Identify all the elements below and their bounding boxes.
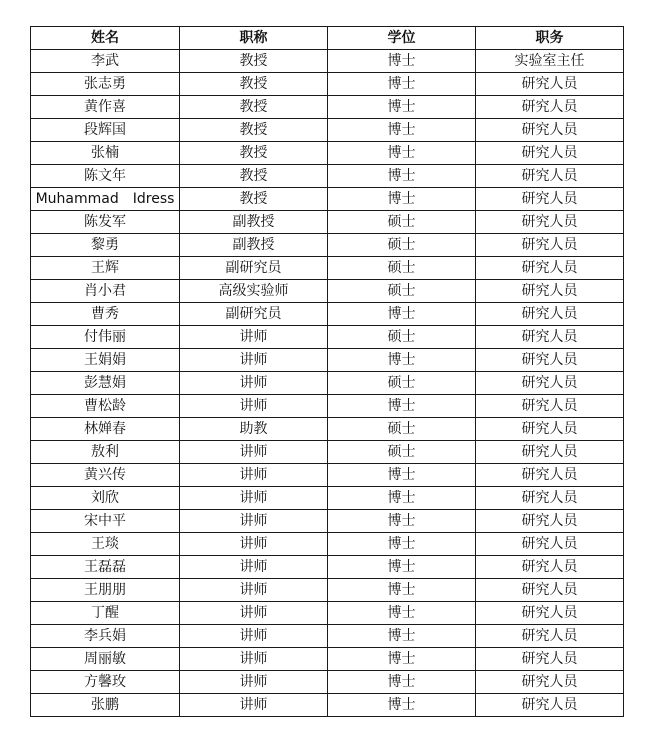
cell-degree: 博士: [328, 303, 476, 326]
cell-degree: 博士: [328, 464, 476, 487]
cell-title: 讲师: [180, 625, 328, 648]
cell-position: 研究人员: [476, 510, 624, 533]
cell-title: 教授: [180, 73, 328, 96]
cell-degree: 硕士: [328, 372, 476, 395]
table-row: [31, 50, 624, 73]
table-row: [31, 464, 624, 487]
cell-degree: 博士: [328, 556, 476, 579]
cell-degree: 硕士: [328, 234, 476, 257]
cell-degree: 博士: [328, 487, 476, 510]
cell-title: 教授: [180, 188, 328, 211]
cell-position: 研究人员: [476, 395, 624, 418]
cell-position: 研究人员: [476, 579, 624, 602]
cell-title: 讲师: [180, 510, 328, 533]
cell-title: 讲师: [180, 602, 328, 625]
cell-position: 研究人员: [476, 372, 624, 395]
table-row: [31, 510, 624, 533]
cell-degree: 博士: [328, 579, 476, 602]
cell-name: 付伟丽: [31, 326, 180, 349]
cell-name: 李兵娟: [31, 625, 180, 648]
table-row: [31, 119, 624, 142]
cell-name: 黄作喜: [31, 96, 180, 119]
cell-name: 宋中平: [31, 510, 180, 533]
table-row: [31, 372, 624, 395]
cell-degree: 博士: [328, 165, 476, 188]
cell-name: 张鹏: [31, 694, 180, 717]
table-row: [31, 280, 624, 303]
cell-name: 肖小君: [31, 280, 180, 303]
cell-position: 研究人员: [476, 326, 624, 349]
cell-position: 研究人员: [476, 625, 624, 648]
cell-position: 研究人员: [476, 648, 624, 671]
cell-degree: 博士: [328, 510, 476, 533]
cell-title: 讲师: [180, 648, 328, 671]
cell-title: 讲师: [180, 464, 328, 487]
cell-title: 讲师: [180, 694, 328, 717]
cell-position: 研究人员: [476, 349, 624, 372]
table-row: [31, 349, 624, 372]
table-row: [31, 142, 624, 165]
cell-degree: 硕士: [328, 211, 476, 234]
cell-name: 林婵春: [31, 418, 180, 441]
cell-name: 陈文年: [31, 165, 180, 188]
header-name: 姓名: [31, 27, 180, 50]
cell-title: 副教授: [180, 234, 328, 257]
cell-title: 讲师: [180, 487, 328, 510]
cell-position: 研究人员: [476, 211, 624, 234]
cell-position: 研究人员: [476, 188, 624, 211]
table-row: [31, 579, 624, 602]
cell-title: 副研究员: [180, 303, 328, 326]
table-row: [31, 395, 624, 418]
table-row: [31, 234, 624, 257]
table-row: [31, 602, 624, 625]
cell-position: 研究人员: [476, 464, 624, 487]
cell-degree: 博士: [328, 395, 476, 418]
cell-degree: 博士: [328, 96, 476, 119]
cell-position: 研究人员: [476, 671, 624, 694]
cell-title: 教授: [180, 142, 328, 165]
cell-name: 王琰: [31, 533, 180, 556]
table-row: [31, 165, 624, 188]
cell-name: 王磊磊: [31, 556, 180, 579]
cell-position: 研究人员: [476, 441, 624, 464]
cell-degree: 博士: [328, 188, 476, 211]
cell-degree: 博士: [328, 533, 476, 556]
cell-position: 研究人员: [476, 303, 624, 326]
cell-position: 研究人员: [476, 257, 624, 280]
cell-name: 李武: [31, 50, 180, 73]
cell-title: 讲师: [180, 372, 328, 395]
cell-title: 教授: [180, 165, 328, 188]
table-header: [31, 27, 624, 50]
cell-title: 讲师: [180, 533, 328, 556]
cell-degree: 博士: [328, 73, 476, 96]
cell-title: 讲师: [180, 349, 328, 372]
cell-position: 研究人员: [476, 556, 624, 579]
cell-position: 研究人员: [476, 418, 624, 441]
cell-degree: 硕士: [328, 441, 476, 464]
cell-name: 方馨玫: [31, 671, 180, 694]
table-row: [31, 671, 624, 694]
cell-degree: 硕士: [328, 418, 476, 441]
cell-name: 王辉: [31, 257, 180, 280]
staff-table: [30, 26, 624, 717]
table-row: [31, 211, 624, 234]
cell-name: Muhammad Idress: [31, 188, 180, 211]
cell-title: 教授: [180, 96, 328, 119]
cell-name: 段辉国: [31, 119, 180, 142]
cell-title: 讲师: [180, 671, 328, 694]
cell-position: 研究人员: [476, 694, 624, 717]
cell-title: 高级实验师: [180, 280, 328, 303]
cell-title: 副教授: [180, 211, 328, 234]
cell-degree: 博士: [328, 50, 476, 73]
cell-degree: 博士: [328, 625, 476, 648]
cell-degree: 博士: [328, 602, 476, 625]
table-row: [31, 694, 624, 717]
cell-position: 研究人员: [476, 165, 624, 188]
cell-title: 助教: [180, 418, 328, 441]
cell-name: 彭慧娟: [31, 372, 180, 395]
cell-position: 研究人员: [476, 73, 624, 96]
cell-position: 研究人员: [476, 142, 624, 165]
cell-name: 王娟娟: [31, 349, 180, 372]
header-title: 职称: [180, 27, 328, 50]
cell-degree: 博士: [328, 349, 476, 372]
table-row: [31, 487, 624, 510]
table-row: [31, 418, 624, 441]
cell-title: 副研究员: [180, 257, 328, 280]
cell-name: 王朋朋: [31, 579, 180, 602]
cell-position: 研究人员: [476, 96, 624, 119]
cell-name: 黄兴传: [31, 464, 180, 487]
cell-title: 讲师: [180, 395, 328, 418]
cell-name: 曹松龄: [31, 395, 180, 418]
cell-position: 研究人员: [476, 119, 624, 142]
cell-degree: 博士: [328, 671, 476, 694]
header-position: 职务: [476, 27, 624, 50]
cell-position: 研究人员: [476, 602, 624, 625]
cell-name: 刘欣: [31, 487, 180, 510]
cell-position: 研究人员: [476, 280, 624, 303]
cell-position: 研究人员: [476, 533, 624, 556]
cell-title: 讲师: [180, 326, 328, 349]
cell-name: 周丽敏: [31, 648, 180, 671]
cell-name: 曹秀: [31, 303, 180, 326]
table-row: [31, 625, 624, 648]
cell-degree: 博士: [328, 142, 476, 165]
cell-degree: 博士: [328, 119, 476, 142]
cell-degree: 硕士: [328, 280, 476, 303]
cell-title: 教授: [180, 50, 328, 73]
cell-title: 讲师: [180, 579, 328, 602]
cell-degree: 博士: [328, 694, 476, 717]
cell-position: 实验室主任: [476, 50, 624, 73]
cell-name: 陈发军: [31, 211, 180, 234]
table-row: [31, 73, 624, 96]
table-row: [31, 257, 624, 280]
table-row: [31, 303, 624, 326]
cell-degree: 博士: [328, 648, 476, 671]
table-row: [31, 96, 624, 119]
cell-name: 敖利: [31, 441, 180, 464]
table-row: [31, 556, 624, 579]
cell-title: 教授: [180, 119, 328, 142]
cell-position: 研究人员: [476, 487, 624, 510]
cell-name: 张志勇: [31, 73, 180, 96]
table-row: [31, 533, 624, 556]
cell-position: 研究人员: [476, 234, 624, 257]
table-row: [31, 648, 624, 671]
header-degree: 学位: [328, 27, 476, 50]
header-row: [31, 27, 624, 50]
table-row: [31, 326, 624, 349]
cell-degree: 硕士: [328, 326, 476, 349]
cell-title: 讲师: [180, 556, 328, 579]
cell-name: 丁醒: [31, 602, 180, 625]
table-row: [31, 441, 624, 464]
cell-degree: 硕士: [328, 257, 476, 280]
table-row: [31, 188, 624, 211]
table-body: [31, 50, 624, 717]
cell-title: 讲师: [180, 441, 328, 464]
cell-name: 黎勇: [31, 234, 180, 257]
cell-name: 张楠: [31, 142, 180, 165]
